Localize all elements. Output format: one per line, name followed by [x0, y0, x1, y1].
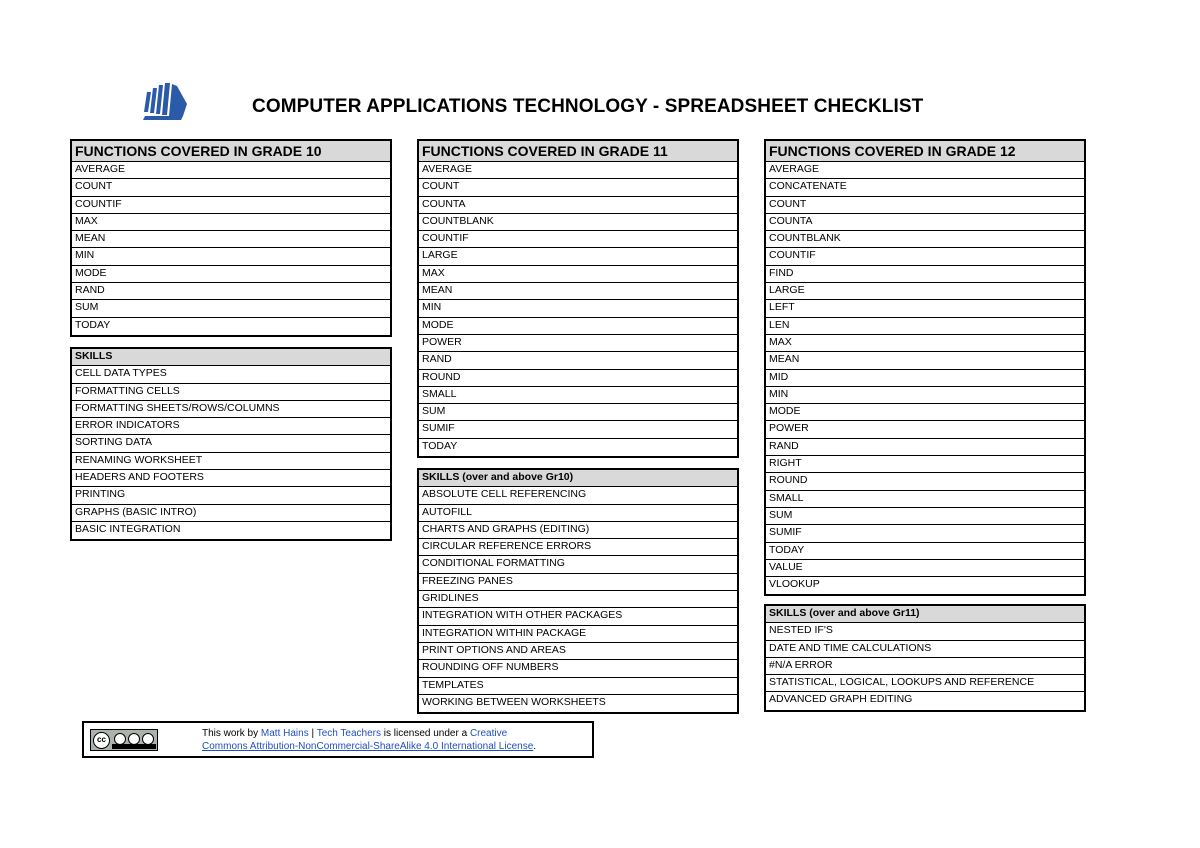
- grade11-function-item: TODAY: [422, 439, 458, 452]
- grade11-skill-item: PRINT OPTIONS AND AREAS: [419, 643, 737, 660]
- grade10-skill-item: FORMATTING CELLS: [72, 384, 390, 401]
- grade10-functions-table: [70, 139, 392, 337]
- grade10-skill-item: RENAMING WORKSHEET: [72, 453, 390, 470]
- grade11-function-item: RAND: [419, 352, 737, 369]
- grade12-skill-item: NESTED IF'S: [766, 623, 1084, 640]
- grade10-function-item: RAND: [72, 283, 390, 300]
- grade12-function-item: TODAY: [766, 543, 1084, 560]
- grade11-function-item: LARGE: [419, 248, 737, 265]
- grade12-function-item: COUNTBLANK: [766, 231, 1084, 248]
- grade10-function-item: COUNT: [72, 179, 390, 196]
- grade10-skill-item: BASIC INTEGRATION: [75, 522, 181, 535]
- grade11-function-item: MIN: [419, 300, 737, 317]
- grade10-function-item: TODAY: [75, 318, 111, 331]
- grade12-functions-table: [764, 139, 1086, 596]
- grade12-function-item: RAND: [766, 439, 1084, 456]
- grade12-function-item: MEAN: [766, 352, 1084, 369]
- grade12-function-item: COUNT: [766, 197, 1084, 214]
- grade11-function-item: MAX: [419, 266, 737, 283]
- grade10-function-item: MIN: [72, 248, 390, 265]
- grade11-skill-item: GRIDLINES: [419, 591, 737, 608]
- grade11-skill-item: TEMPLATES: [419, 678, 737, 695]
- grade10-skills-table: [70, 347, 392, 541]
- grade10-function-item: MODE: [72, 266, 390, 283]
- grade12-function-item: VLOOKUP: [769, 578, 820, 591]
- page-title: COMPUTER APPLICATIONS TECHNOLOGY - SPREADSHEET CHECKLIST: [252, 96, 924, 117]
- license-text: [202, 727, 536, 753]
- grade11-skill-item: CONDITIONAL FORMATTING: [419, 556, 737, 573]
- grade11-function-item: SUMIF: [419, 421, 737, 438]
- grade11-function-item: POWER: [419, 335, 737, 352]
- grade12-function-item: MAX: [766, 335, 1084, 352]
- grade11-function-item: COUNTA: [419, 197, 737, 214]
- grade12-skill-item: ADVANCED GRAPH EDITING: [769, 693, 913, 706]
- grade12-skill-item: #N/A ERROR: [766, 658, 1084, 675]
- grade11-skill-item: WORKING BETWEEN WORKSHEETS: [422, 695, 606, 708]
- grade12-function-item: COUNTIF: [766, 248, 1084, 265]
- grade10-skill-item: HEADERS AND FOOTERS: [72, 470, 390, 487]
- grade12-function-item: LEN: [766, 318, 1084, 335]
- grade11-skill-item: INTEGRATION WITHIN PACKAGE: [419, 626, 737, 643]
- grade11-functions-header: FUNCTIONS COVERED IN GRADE 11: [419, 141, 737, 162]
- grade12-function-item: SUM: [766, 508, 1084, 525]
- grade12-function-item: LEFT: [766, 300, 1084, 317]
- grade12-function-item: CONCATENATE: [766, 179, 1084, 196]
- grade11-function-item: COUNTIF: [419, 231, 737, 248]
- license-link[interactable]: Commons Attribution-NonCommercial-ShareAlike 4.0 International License: [202, 741, 534, 752]
- grade11-skill-item: INTEGRATION WITH OTHER PACKAGES: [419, 608, 737, 625]
- grade11-function-item: SMALL: [419, 387, 737, 404]
- grade11-skill-item: FREEZING PANES: [419, 574, 737, 591]
- grade12-function-item: MID: [766, 370, 1084, 387]
- grade12-function-item: SMALL: [766, 491, 1084, 508]
- grade10-skill-item: GRAPHS (BASIC INTRO): [72, 505, 390, 522]
- grade12-function-item: MIN: [766, 387, 1084, 404]
- cc-icon: cc: [93, 732, 110, 749]
- grade11-function-item: SUM: [419, 404, 737, 421]
- grade12-skills-table: [764, 604, 1086, 712]
- license-suffix: .: [533, 741, 537, 752]
- grade10-skills-header: SKILLS: [72, 349, 390, 366]
- grade11-function-item: MEAN: [419, 283, 737, 300]
- grade11-function-item: ROUND: [419, 370, 737, 387]
- grade10-skill-item: FORMATTING SHEETS/ROWS/COLUMNS: [72, 401, 390, 418]
- school-logo-icon: [143, 82, 189, 122]
- grade12-function-item: ROUND: [766, 473, 1084, 490]
- grade12-function-item: VALUE: [766, 560, 1084, 577]
- grade10-skill-item: CELL DATA TYPES: [72, 366, 390, 383]
- separator: |: [308, 728, 317, 739]
- grade12-skill-item: STATISTICAL, LOGICAL, LOOKUPS AND REFERENCE: [766, 675, 1084, 692]
- author-link[interactable]: Matt Hains: [260, 728, 309, 739]
- grade11-skills-header: SKILLS (over and above Gr10): [419, 470, 737, 487]
- grade11-function-item: COUNTBLANK: [419, 214, 737, 231]
- grade10-skill-item: ERROR INDICATORS: [72, 418, 390, 435]
- grade12-function-item: POWER: [766, 421, 1084, 438]
- grade10-skill-item: PRINTING: [72, 487, 390, 504]
- org-link[interactable]: Tech Teachers: [316, 728, 381, 739]
- grade12-function-item: COUNTA: [766, 214, 1084, 231]
- creative-commons-badge-icon[interactable]: [90, 729, 158, 751]
- badge-strip: [112, 744, 156, 749]
- grade10-function-item: SUM: [72, 300, 390, 317]
- grade10-skill-item: SORTING DATA: [72, 435, 390, 452]
- grade10-function-item: MEAN: [72, 231, 390, 248]
- grade11-function-item: COUNT: [419, 179, 737, 196]
- grade11-skill-item: CHARTS AND GRAPHS (EDITING): [419, 522, 737, 539]
- grade10-function-item: MAX: [72, 214, 390, 231]
- license-prefix: This work by: [202, 728, 261, 739]
- grade11-function-item: AVERAGE: [419, 162, 737, 179]
- license-link-part1[interactable]: Creative: [469, 728, 508, 739]
- grade11-function-item: MODE: [419, 318, 737, 335]
- grade11-skill-item: CIRCULAR REFERENCE ERRORS: [419, 539, 737, 556]
- grade11-skills-table: [417, 468, 739, 714]
- grade10-function-item: COUNTIF: [72, 197, 390, 214]
- grade10-function-item: AVERAGE: [72, 162, 390, 179]
- license-mid: is licensed under a: [380, 728, 470, 739]
- grade12-skills-header: SKILLS (over and above Gr11): [766, 606, 1084, 623]
- grade12-function-item: AVERAGE: [766, 162, 1084, 179]
- grade11-skill-item: ABSOLUTE CELL REFERENCING: [419, 487, 737, 504]
- grade11-skill-item: ROUNDING OFF NUMBERS: [419, 660, 737, 677]
- grade11-skill-item: AUTOFILL: [419, 505, 737, 522]
- grade12-function-item: FIND: [766, 266, 1084, 283]
- grade12-function-item: RIGHT: [766, 456, 1084, 473]
- grade12-functions-header: FUNCTIONS COVERED IN GRADE 12: [766, 141, 1084, 162]
- license-box: [82, 721, 594, 758]
- grade11-functions-table: [417, 139, 739, 458]
- grade12-function-item: SUMIF: [766, 525, 1084, 542]
- grade12-function-item: MODE: [766, 404, 1084, 421]
- grade12-function-item: LARGE: [766, 283, 1084, 300]
- grade10-functions-header: FUNCTIONS COVERED IN GRADE 10: [72, 141, 390, 162]
- grade12-skill-item: DATE AND TIME CALCULATIONS: [766, 641, 1084, 658]
